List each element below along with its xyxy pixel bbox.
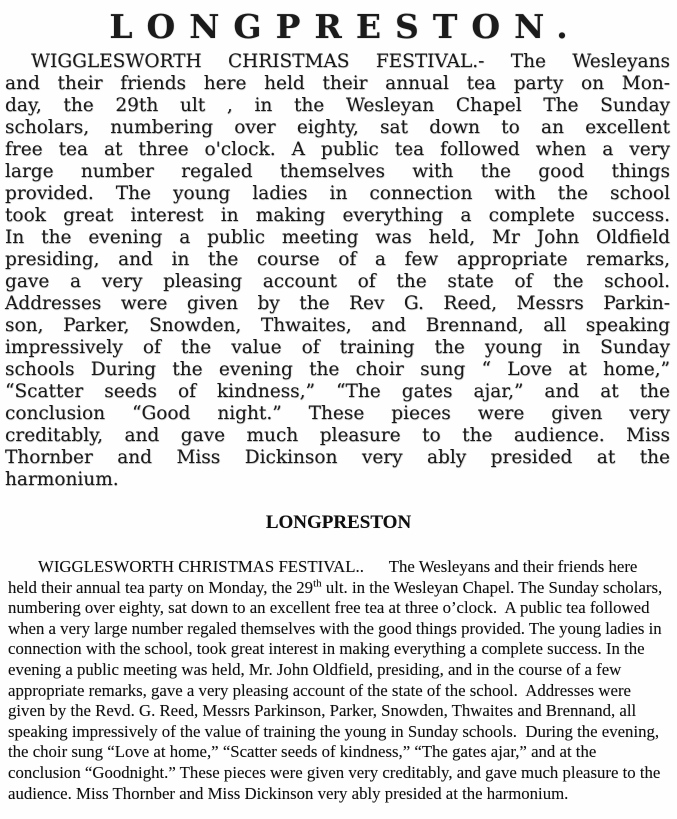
clipping-text-line: impressively of the value of training the young in Sunday [5, 337, 670, 358]
clipping-text-line: scholars, numbering over eighty, sat down to an excellent [5, 117, 670, 138]
clipping-text-line: large number regaled themselves with the good things [5, 161, 670, 182]
clipping-text-line: free tea at three o'clock. A public tea followed when a very [5, 139, 670, 160]
clipping-body [0, 51, 677, 491]
clipping-text-line: day, the 29th ult , in the Wesleyan Chapel The Sunday [5, 95, 670, 116]
clipping-text-line: Addresses were given by the Rev G. Reed, Messrs Parkin- [5, 293, 670, 314]
clipping-text-line: schools During the evening the choir sung “ Love at home,” [5, 359, 670, 380]
clipping-text-line: In the evening a public meeting was held, Mr John Oldfield [5, 227, 670, 248]
clipping-text-line: and their friends here held their annual tea party on Mon- [5, 73, 670, 94]
clipping-text-line: “Scatter seeds of kindness,” “The gates ajar,” and at the [5, 381, 670, 402]
clipping-title: LONGPRESTON. [109, 7, 582, 46]
clipping-text-line: WIGGLESWORTH CHRISTMAS FESTIVAL.- The Wesleyans [31, 51, 670, 72]
clipping-text-line: son, Parker, Snowden, Thwaites, and Brennand, all speaking [5, 315, 670, 336]
clipping-text-line: presiding, and in the course of a few appropriate remarks, [5, 249, 670, 270]
clipping-text-line: creditably, and gave much pleasure to the audience. Miss [5, 425, 670, 446]
clipping-text-line: took great interest in making everything a complete success. [5, 205, 670, 226]
transcription-text-part1: WIGGLESWORTH CHRISTMAS FESTIVAL.. The Wesleyans and their friends here held their annual tea party on Monday, the 29 [8, 557, 642, 597]
clipping-text-line: gave a very pleasing account of the state of the school. [5, 271, 670, 292]
transcription [0, 512, 677, 804]
newspaper-clipping [0, 7, 677, 491]
transcription-title: LONGPRESTON [265, 512, 412, 533]
transcription-text-part2: ult. in the Wesleyan Chapel. The Sunday scholars, numbering over eighty, sat down to an excellent free tea at three o’clock. A public tea followed when a very large number regaled themselves with the good things provided. The young ladies in connection with the school, took great interest in making everything a complete success. In the evening a public meeting was held, Mr. John Oldfield, presiding, and in the course of a few appropriate remarks, gave a very pleasing account of the state of the school. Addresses were given by the Revd. G. Reed, Messrs Parkinson, Parker, Snowden, Thwaites and Brennand, all speaking impressively of the value of training the young in Sunday schools. During the evening, the choir sung “Love at home,” “Scatter seeds of kindness,” “The gates ajar,” and at the conclusion “Goodnight.” These pieces were given very creditably, and gave much pleasure to the audience. Miss Thornber and Miss Dickinson very ably presided at the harmonium. [8, 577, 667, 803]
transcription-paragraph [8, 557, 667, 804]
ordinal-superscript: th [313, 577, 322, 589]
clipping-text-line: Thornber and Miss Dickinson very ably presided at the [5, 447, 670, 468]
clipping-text-line: harmonium. [5, 469, 119, 490]
clipping-text-line: conclusion “Good night.” These pieces were given very [5, 403, 670, 424]
clipping-text-line: provided. The young ladies in connection with the school [5, 183, 670, 204]
